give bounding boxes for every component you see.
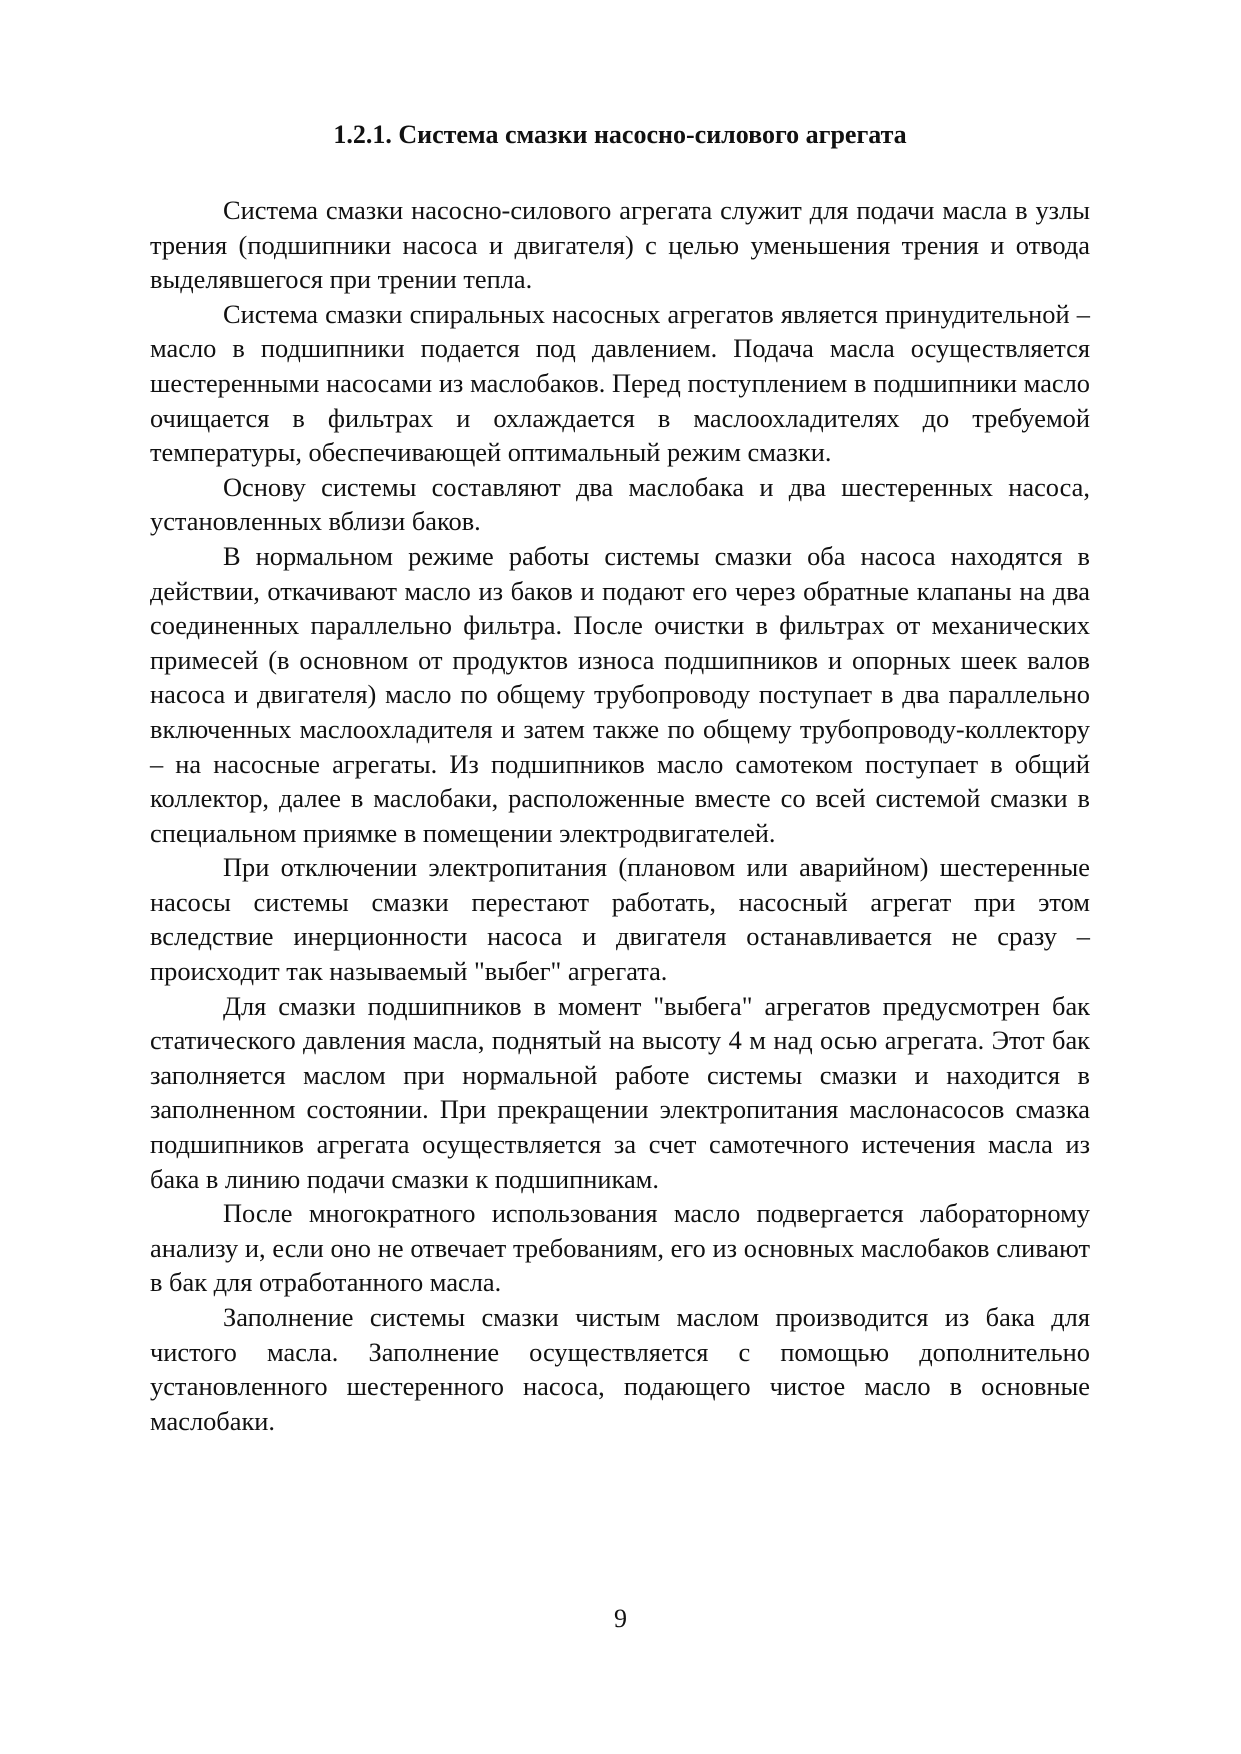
paragraph-system-basis: Основу системы составляют два маслобака и два шестеренных насоса, установленных вблизи баков. (150, 471, 1090, 537)
paragraph-forced-lubrication: Система смазки спиральных насосных агрегатов является принудительной – масло в подшипники подается под давлением. Подача масла осуществляется шестеренными насосами из маслобаков. Перед поступлением в подшипники масло очищается в фильтрах и охлаждается в маслоохладителях до требуемой температуры, обеспечивающей оптимальный режим смазки. (150, 298, 1090, 468)
section-heading: 1.2.1. Система смазки насосно-силового агрегата (333, 120, 907, 149)
paragraph-power-loss: При отключении электропитания (плановом или аварийном) шестеренные насосы системы смазки перестают работать, насосный агрегат при этом вследствие инерционности насоса и двигателя останавливается не сразу – происходит так называемый "выбег" агрегата. (150, 852, 1090, 987)
paragraph-normal-operation: В нормальном режиме работы системы смазки оба насоса находятся в действии, откачивают масло из баков и подают его через обратные клапаны на два соединенных параллельно фильтра. После очистки в фильтрах от механических примесей (в основном от продуктов износа подшипников и опорных шеек валов насоса и двигателя) масло по общему трубопроводу поступает в два параллельно включенных маслоохладителя и затем также по общему трубопроводу-коллектору – на насосные агрегаты. Из подшипников масло самотеком поступает в общий коллектор, далее в маслобаки, расположенные вместе со всей системой смазки в специальном приямке в помещении электродвигателей. (150, 540, 1090, 848)
paragraph-static-pressure-tank: Для смазки подшипников в момент "выбега" агрегатов предусмотрен бак статического давления масла, поднятый на высоту 4 м над осью агрегата. Этот бак заполняется маслом при нормальной работе системы смазки и находится в заполненном состоянии. При прекращении электропитания маслонасосов смазка подшипников агрегата осуществляется за счет самотечного истечения масла из бака в линию подачи смазки к подшипникам. (150, 990, 1090, 1194)
page-number: 9 (614, 1604, 627, 1633)
paragraph-clean-oil-filling: Заполнение системы смазки чистым маслом производится из бака для чистого масла. Заполнение осуществляется с помощью дополнительно установленного шестеренного насоса, подающего чистое масло в основные маслобаки. (150, 1302, 1090, 1436)
paragraph-oil-analysis: После многократного использования масло подвергается лабораторному анализу и, если оно не отвечает требованиям, его из основных маслобаков сливают в бак для отработанного масла. (150, 1198, 1090, 1298)
paragraph-purpose: Система смазки насосно-силового агрегата служит для подачи масла в узлы трения (подшипники насоса и двигателя) с целью уменьшения трения и отвода выделявшегося при трении тепла. (150, 195, 1090, 295)
body-text (150, 193, 1090, 1438)
